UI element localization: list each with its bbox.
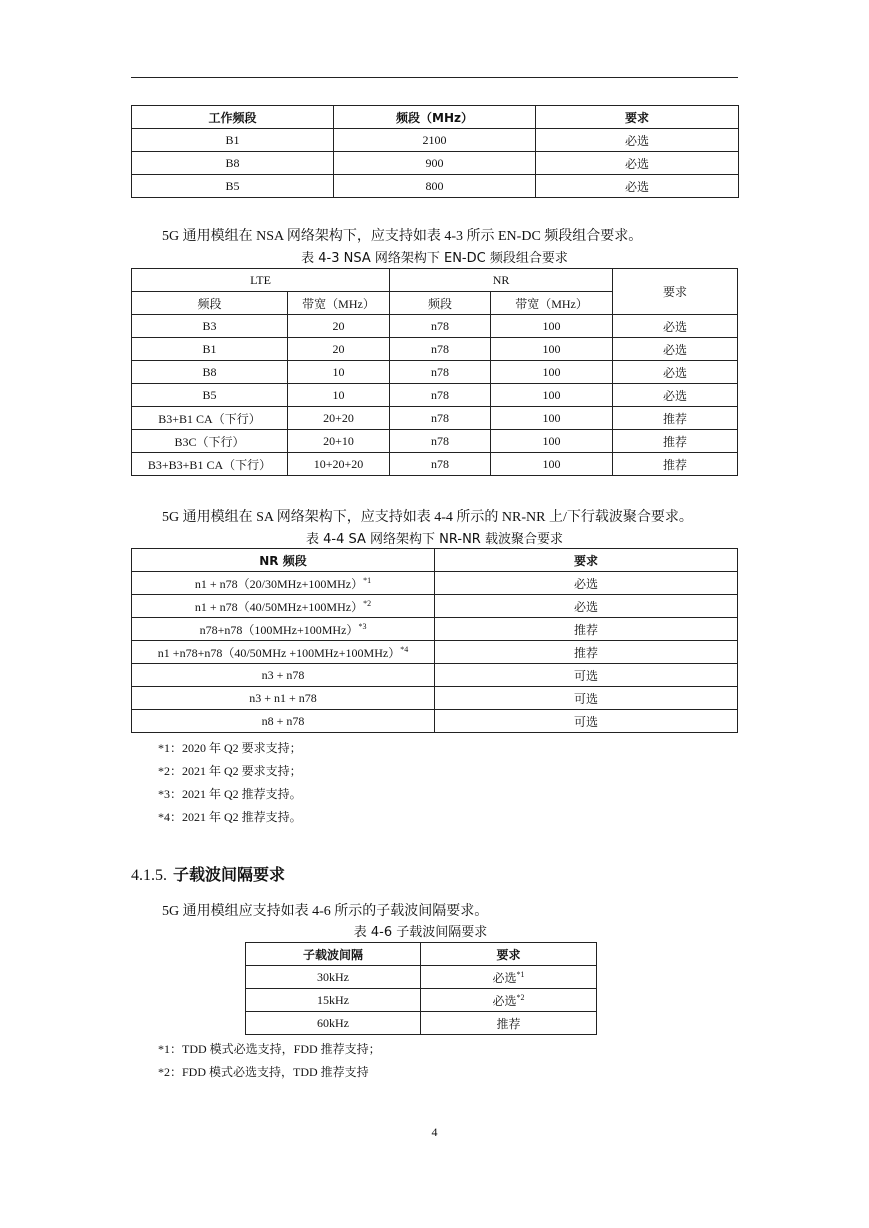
header-cell: NR 频段 [132, 549, 435, 572]
table-row [132, 152, 739, 175]
table-cell: 必选 [613, 361, 738, 384]
table-cell: 10+20+20 [288, 453, 390, 476]
table-row [132, 361, 738, 384]
table-cell: 20+20 [288, 407, 390, 430]
table-row [132, 430, 738, 453]
table-caption: 表 4-4 SA 网络架构下 NR-NR 载波聚合要求 [306, 532, 563, 547]
band-table [131, 105, 739, 198]
table-cell: 100 [491, 453, 613, 476]
table-cell: 推荐 [613, 430, 738, 453]
table-cell: 必选 [435, 595, 738, 618]
paragraph: 5G 通用模组在 NSA 网络架构下，应支持如表 4-3 所示 EN-DC 频段组合要求。 [162, 229, 643, 244]
table-cell: n3 + n78 [132, 664, 435, 687]
table-cell: n78 [390, 315, 491, 338]
footnote-mark: *1 [516, 969, 525, 979]
table-cell: B3+B1 CA（下行） [132, 407, 288, 430]
table-cell: B8 [132, 152, 334, 175]
header-cell-lte: LTE [132, 269, 390, 292]
table-cell: n78 [390, 338, 491, 361]
table-cell: 推荐 [613, 407, 738, 430]
band-text: n1 +n78+n78（40/50MHz +100MHz+100MHz） [157, 645, 401, 660]
header-cell-nr: NR [390, 269, 613, 292]
header-cell: 频段（MHz） [334, 106, 536, 129]
table-cell: B1 [132, 338, 288, 361]
footnote: *1：TDD 模式必选支持，FDD 推荐支持； [158, 1042, 381, 1056]
header-rule [131, 77, 738, 78]
table-cell: 必选 [613, 315, 738, 338]
table-cell: B1 [132, 129, 334, 152]
table-cell: 100 [491, 338, 613, 361]
table-cell [132, 641, 435, 664]
table-cell: 100 [491, 315, 613, 338]
header-cell: 频段 [132, 292, 288, 315]
table-cell: 必选 [536, 175, 739, 198]
band-text: n78+n78（100MHz+100MHz） [199, 622, 359, 637]
table-cell: 推荐 [435, 618, 738, 641]
table-cell: 必选 [613, 338, 738, 361]
footnote-mark: *4 [400, 644, 409, 654]
table-row [132, 338, 738, 361]
table-cell: 30kHz [246, 966, 421, 989]
table-row [246, 966, 597, 989]
table-caption: 表 4-6 子载波间隔要求 [353, 925, 488, 940]
table-cell: 20+10 [288, 430, 390, 453]
table-cell: n3 + n1 + n78 [132, 687, 435, 710]
section-title: 子载波间隔要求 [173, 865, 286, 884]
table-row [246, 989, 597, 1012]
header-cell: 子载波间隔 [246, 943, 421, 966]
table-cell: n8 + n78 [132, 710, 435, 733]
band-text: n1 + n78（20/30MHz+100MHz） [194, 576, 364, 591]
paragraph: 5G 通用模组在 SA 网络架构下，应支持如表 4-4 所示的 NR-NR 上/下行载波聚合要求。 [162, 510, 693, 525]
table-cell: 10 [288, 384, 390, 407]
table-cell: 10 [288, 361, 390, 384]
table-row [246, 1012, 597, 1035]
section-heading [131, 862, 285, 885]
table-row [132, 641, 738, 664]
footnote-mark: *2 [363, 598, 372, 608]
table-header-row [246, 943, 597, 966]
section-number: 4.1.5. [131, 867, 167, 884]
table-cell: B5 [132, 175, 334, 198]
page-number: 4 [431, 1125, 438, 1139]
table-cell [421, 966, 597, 989]
table-cell: 必选 [435, 572, 738, 595]
table-header-row [132, 269, 738, 292]
table-row [132, 384, 738, 407]
table-caption: 表 4-3 NSA 网络架构下 EN-DC 频段组合要求 [301, 251, 568, 266]
table-header-row [132, 106, 739, 129]
header-cell: 要求 [435, 549, 738, 572]
table-row [132, 595, 738, 618]
footnote: *2：FDD 模式必选支持，TDD 推荐支持 [158, 1065, 369, 1079]
footnote: *3：2021 年 Q2 推荐支持。 [158, 787, 302, 801]
table-cell [132, 572, 435, 595]
scs-table [245, 942, 597, 1035]
table-row [132, 175, 739, 198]
table-cell: 20 [288, 338, 390, 361]
table-row [132, 687, 738, 710]
table-row [132, 315, 738, 338]
table-row [132, 407, 738, 430]
footnote: *2：2021 年 Q2 要求支持； [158, 764, 302, 778]
table-cell: B8 [132, 361, 288, 384]
paragraph: 5G 通用模组应支持如表 4-6 所示的子载波间隔要求。 [162, 904, 489, 919]
table-cell: 必选 [536, 152, 739, 175]
table-cell: 必选 [536, 129, 739, 152]
table-cell: 推荐 [421, 1012, 597, 1035]
table-cell: 可选 [435, 710, 738, 733]
footnote-mark: *1 [363, 575, 372, 585]
table-cell: n78 [390, 384, 491, 407]
table-cell: 必选 [613, 384, 738, 407]
header-cell-requirement: 要求 [613, 269, 738, 315]
header-cell: 带宽（MHz） [491, 292, 613, 315]
table-cell: 100 [491, 361, 613, 384]
req-text: 必选 [492, 993, 517, 1008]
table-header-row [132, 549, 738, 572]
table-cell [421, 989, 597, 1012]
table-cell: n78 [390, 361, 491, 384]
table-cell: 2100 [334, 129, 536, 152]
footnote-mark: *2 [516, 992, 525, 1002]
table-cell [132, 595, 435, 618]
table-cell: 可选 [435, 664, 738, 687]
table-cell: 可选 [435, 687, 738, 710]
header-cell: 要求 [536, 106, 739, 129]
endc-table [131, 268, 738, 476]
table-row [132, 664, 738, 687]
footnote-mark: *3 [358, 621, 367, 631]
table-cell: n78 [390, 407, 491, 430]
footnote: *4：2021 年 Q2 推荐支持。 [158, 810, 302, 824]
table-cell: 100 [491, 407, 613, 430]
table-cell: B3C（下行） [132, 430, 288, 453]
table-row [132, 572, 738, 595]
table-row [132, 453, 738, 476]
header-cell: 频段 [390, 292, 491, 315]
req-text: 必选 [492, 970, 517, 985]
nr-ca-table [131, 548, 738, 733]
table-cell: 20 [288, 315, 390, 338]
header-cell: 带宽（MHz） [288, 292, 390, 315]
table-cell: 推荐 [613, 453, 738, 476]
table-row [132, 129, 739, 152]
table-cell: 100 [491, 430, 613, 453]
table-cell: B3+B3+B1 CA（下行） [132, 453, 288, 476]
header-cell: 要求 [421, 943, 597, 966]
footnote: *1：2020 年 Q2 要求支持； [158, 741, 302, 755]
table-cell: B5 [132, 384, 288, 407]
table-cell: 900 [334, 152, 536, 175]
table-row [132, 618, 738, 641]
table-cell: 15kHz [246, 989, 421, 1012]
table-cell: 800 [334, 175, 536, 198]
table-row [132, 710, 738, 733]
table-cell [132, 618, 435, 641]
table-cell: n78 [390, 430, 491, 453]
band-text: n1 + n78（40/50MHz+100MHz） [194, 599, 364, 614]
table-cell: B3 [132, 315, 288, 338]
table-cell: n78 [390, 453, 491, 476]
table-cell: 100 [491, 384, 613, 407]
table-cell: 推荐 [435, 641, 738, 664]
table-cell: 60kHz [246, 1012, 421, 1035]
header-cell: 工作频段 [132, 106, 334, 129]
